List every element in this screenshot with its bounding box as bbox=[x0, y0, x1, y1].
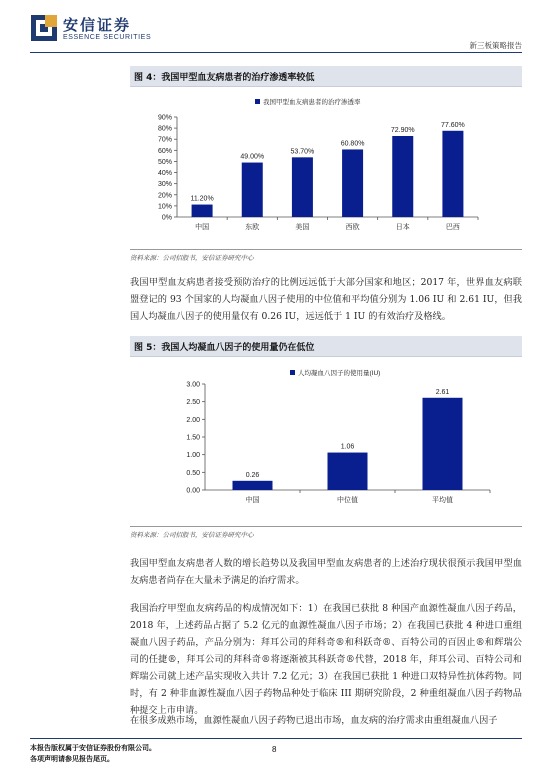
paragraph-3: 我国治疗甲型血友病药品的构成情况如下：1）在我国已获批 8 种国产血源性凝血八因子药品，2018 年，上述药品占据了 5.2 亿元的血源性凝血八因子市场；2）在我国已获批 4 种进口重组凝血八因子药品，产品分别为：拜耳公司的拜科奇®和科跃奇®、百特公司的百因止®和辉瑞公司的任捷®，拜耳公司的拜科奇®将逐渐被其科跃奇®代替，2018 年，拜耳公司、百特公司和辉瑞公司就上述产品实现收入共计 7.2 亿元；3）在我国已获批 1 种进口双特异性抗体药物。同时，有 2 种非血源性凝血八因子药物品种处于临床 III 期研究阶段，2 种重组凝血八因子药物品种提交上市申请。 bbox=[130, 603, 522, 716]
figure-4-source: 资料来源：公司招股书，安信证券研究中心 bbox=[130, 254, 254, 262]
figure-4-source-divider bbox=[130, 249, 522, 250]
y-tick-label: 1.50 bbox=[186, 434, 200, 442]
figure-5-source: 资料来源：公司招股书，安信证券研究中心 bbox=[130, 531, 254, 539]
footer-line-1: 本报告版权属于安信证券股份有限公司。 bbox=[30, 743, 156, 752]
paragraph-2: 我国甲型血友病患者人数的增长趋势以及我国甲型血友病患者的上述治疗现状很预示我国甲型血友病患者尚存在大量未予满足的治疗需求。 bbox=[130, 558, 522, 586]
brand-name-en: ESSENCE SECURITIES bbox=[63, 34, 152, 41]
figure-5-chart bbox=[130, 362, 522, 510]
paragraph-1: 我国甲型血友病患者接受预防治疗的比例远远低于大部分国家和地区；2017 年，世界血友病联盟登记的 93 个国家的人均凝血八因子使用的中位值和平均值分别为 1.06 IU 和 2.61 IU，但我国人均凝血八因子的使用量仅有 0.26 IU，远远低于 1 IU 的有效治疗及格线。 bbox=[130, 277, 522, 322]
page-number: 8 bbox=[272, 745, 277, 754]
bar bbox=[328, 453, 368, 490]
bar bbox=[442, 131, 463, 217]
y-tick-label: 70% bbox=[157, 136, 172, 144]
y-tick-label: 20% bbox=[157, 192, 172, 200]
brand-logo-icon bbox=[31, 15, 57, 41]
y-tick-label: 10% bbox=[157, 203, 172, 211]
bar-value-label: 60.80% bbox=[340, 140, 365, 148]
x-tick-label: 巴西 bbox=[445, 224, 460, 231]
bar bbox=[233, 481, 273, 490]
y-tick-label: 2.00 bbox=[186, 416, 200, 424]
bar-value-label: 2.61 bbox=[435, 388, 450, 396]
legend-label: 我国甲型血友病患者的治疗渗透率 bbox=[263, 99, 361, 106]
footer-disclaimer bbox=[30, 742, 156, 764]
footer-line-2: 各项声明请参见报告尾页。 bbox=[30, 754, 114, 763]
y-tick-label: 30% bbox=[157, 181, 172, 189]
x-tick-label: 中位值 bbox=[337, 497, 358, 504]
x-tick-label: 日本 bbox=[395, 224, 410, 231]
legend-swatch bbox=[290, 370, 295, 375]
y-tick-label: 60% bbox=[157, 147, 172, 155]
report-type: 新三板策略报告 bbox=[469, 41, 522, 50]
y-tick-label: 90% bbox=[157, 114, 172, 122]
bar-value-label: 77.60% bbox=[441, 121, 465, 129]
figure-4-title: 图 4：我国甲型血友病患者的治疗渗透率较低 bbox=[134, 73, 315, 83]
y-tick-label: 50% bbox=[157, 158, 172, 166]
footer-divider bbox=[30, 738, 522, 739]
figure-5-source-divider bbox=[130, 526, 522, 527]
y-tick-label: 1.00 bbox=[186, 452, 200, 460]
bar-value-label: 11.20% bbox=[190, 195, 214, 203]
y-tick-label: 80% bbox=[157, 125, 172, 133]
figure-4-chart bbox=[130, 92, 522, 242]
x-tick-label: 美国 bbox=[295, 224, 310, 231]
y-tick-label: 3.00 bbox=[186, 381, 200, 389]
bar-value-label: 53.70% bbox=[290, 148, 315, 156]
brand-name-cn: 安信证券 bbox=[63, 16, 132, 34]
x-tick-label: 东欧 bbox=[245, 224, 260, 231]
paragraph-4: 在很多成熟市场，血源性凝血八因子药物已退出市场，血友病的治疗需求由重组凝血八因子 bbox=[130, 715, 498, 726]
bar-value-label: 1.06 bbox=[340, 443, 355, 451]
bar bbox=[242, 163, 263, 217]
y-tick-label: 0.50 bbox=[186, 469, 200, 477]
bar bbox=[292, 157, 313, 217]
bar-value-label: 72.90% bbox=[390, 127, 415, 134]
y-tick-label: 0.00 bbox=[186, 487, 200, 495]
y-tick-label: 2.50 bbox=[186, 399, 200, 407]
header-divider bbox=[30, 52, 522, 53]
x-tick-label: 平均值 bbox=[432, 497, 453, 504]
bar bbox=[392, 136, 413, 217]
x-tick-label: 中国 bbox=[195, 224, 210, 231]
bar bbox=[423, 398, 463, 490]
y-tick-label: 0% bbox=[161, 214, 172, 222]
bar-value-label: 49.00% bbox=[240, 153, 265, 161]
x-tick-label: 中国 bbox=[245, 497, 260, 504]
x-tick-label: 西欧 bbox=[345, 224, 360, 231]
bar bbox=[342, 149, 363, 217]
figure-5-title: 图 5：我国人均凝血八因子的使用量仍在低位 bbox=[134, 343, 315, 353]
y-tick-label: 40% bbox=[157, 170, 172, 178]
bar bbox=[192, 205, 213, 217]
legend-swatch bbox=[255, 99, 260, 104]
bar-value-label: 0.26 bbox=[245, 471, 260, 479]
legend-label: 人均凝血八因子的使用量(IU) bbox=[298, 370, 381, 377]
